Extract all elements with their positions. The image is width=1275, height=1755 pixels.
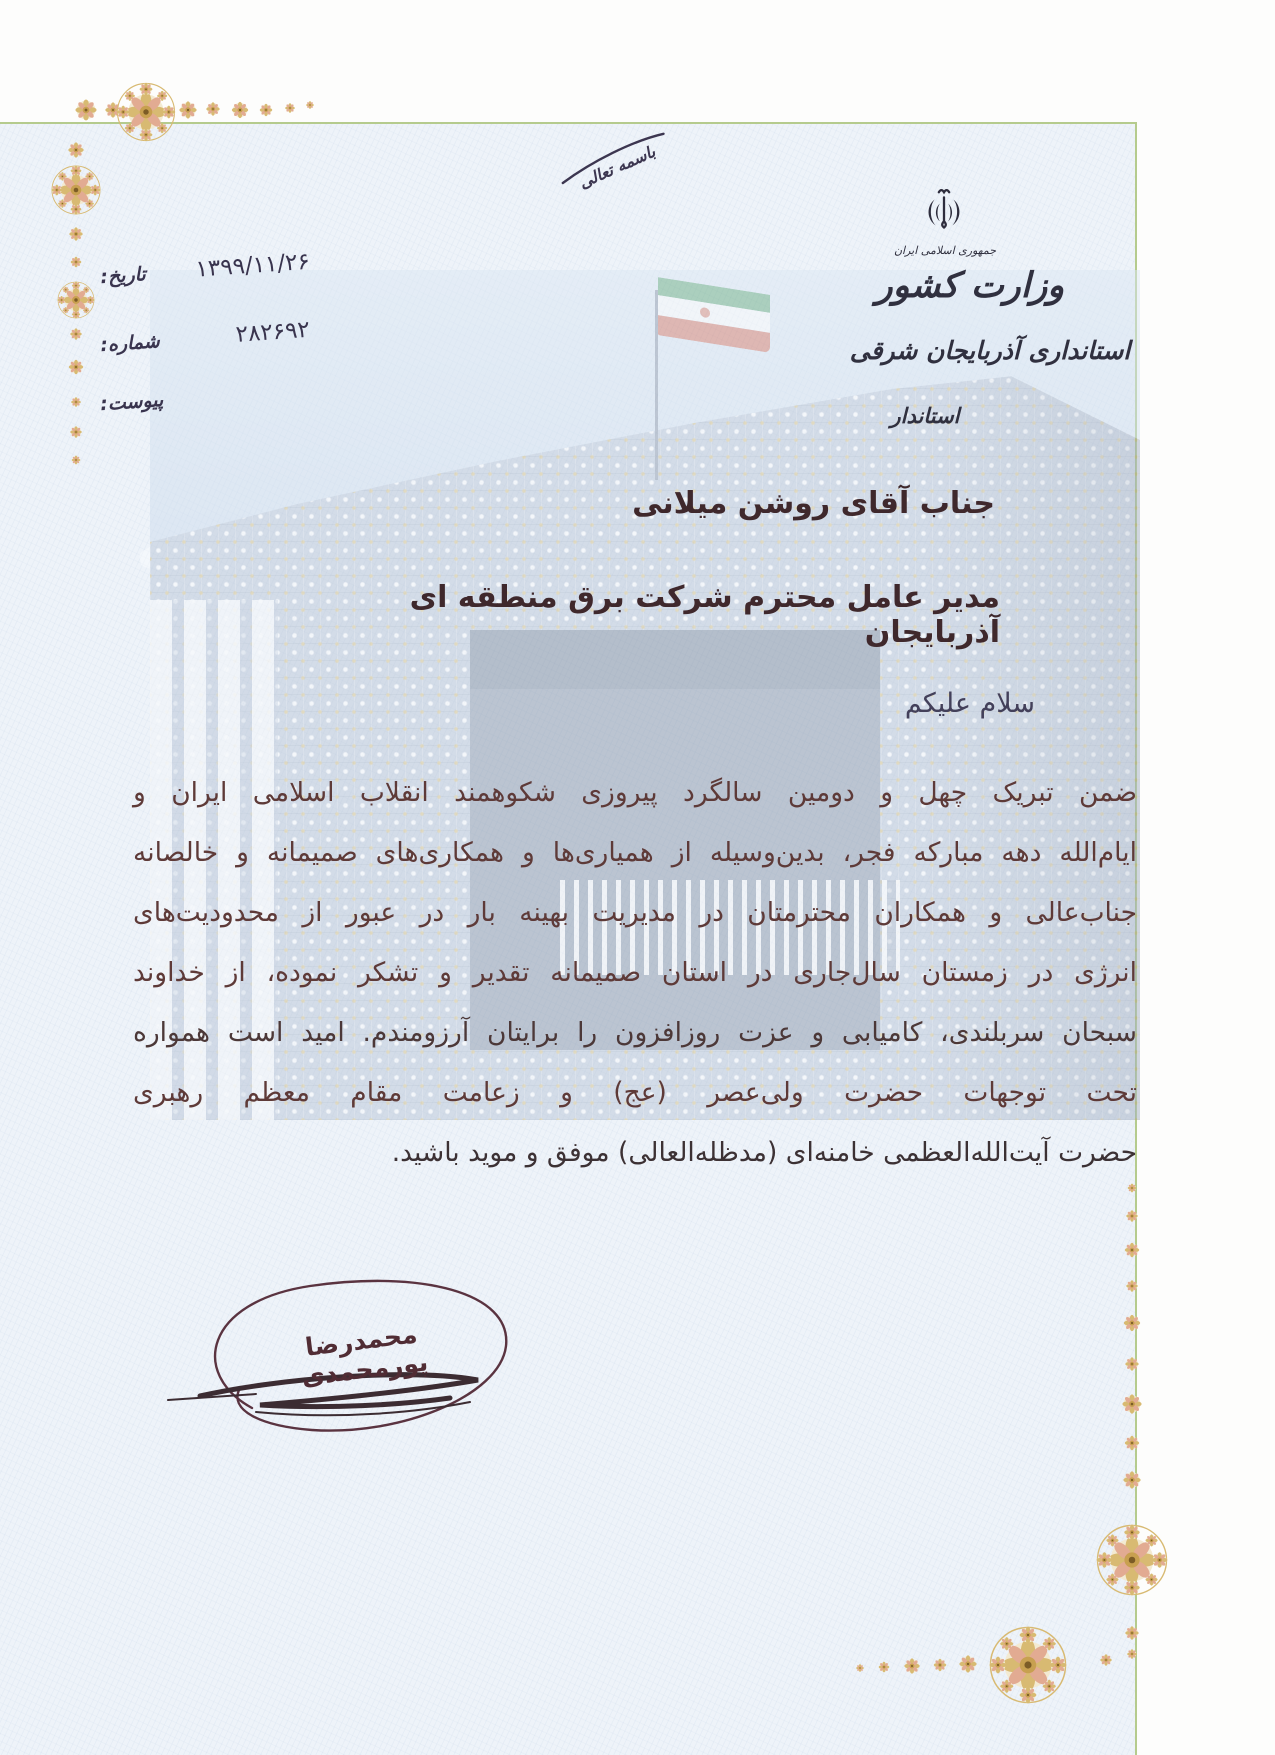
salutation: سلام علیکم [904, 688, 1035, 719]
number-value: ۲۸۲۶۹۲ [234, 316, 311, 348]
body-line: حضرت آیت‌الله‌العظمی خامنه‌ای (مدظله‌العالی) موفق و موید باشید. [391, 1137, 1137, 1168]
body-line: تحت توجهات حضرت ولی‌عصر (عج) و زعامت مقام معظم رهبری [133, 1077, 1137, 1108]
recipient-title: مدیر عامل محترم شرکت برق منطقه ای آذربایجان [409, 580, 1000, 650]
emblem-caption: جمهوری اسلامی ایران [893, 244, 997, 257]
recipient-name: جناب آقای روشن میلانی [632, 486, 995, 521]
body-line: جناب‌عالی و همکاران محترمتان در مدیریت بهینه بار در عبور از محدودیت‌های [133, 897, 1137, 928]
signatory-title: استاندار [890, 404, 960, 428]
number-label: شماره: [99, 330, 161, 357]
date-label: تاریخ: [99, 263, 147, 289]
body-line: انرژی در زمستان سال‌جاری در استان صمیمانه تقدیر و تشکر نموده، از خداوند [133, 957, 1137, 988]
bismillah-text: باسمه تعالی [575, 141, 659, 193]
date-value: ۱۳۹۹/۱۱/۲۶ [194, 248, 311, 283]
attachment-label: پیوست: [99, 388, 164, 416]
letter-body [133, 763, 1137, 1183]
signatory-name: محمدرضا پورمحمدی [299, 1319, 430, 1392]
iran-emblem-icon [919, 186, 969, 240]
body-line: ضمن تبریک چهل و دومین سالگرد پیروزی شکوهمند انقلاب اسلامی ایران و [133, 777, 1137, 808]
body-line: سبحان سربلندی، کامیابی و عزت روزافزون را برایتان آرزومندم. امید است همواره [133, 1017, 1137, 1048]
organization-title: استانداری آذربایجان شرقی [849, 336, 1131, 365]
body-line: ایام‌الله دهه مبارکه فجر، بدین‌وسیله از همیاری‌ها و همکاری‌های صمیمانه و خالصانه [133, 837, 1137, 868]
ministry-title: وزارت کشور [875, 266, 1065, 306]
